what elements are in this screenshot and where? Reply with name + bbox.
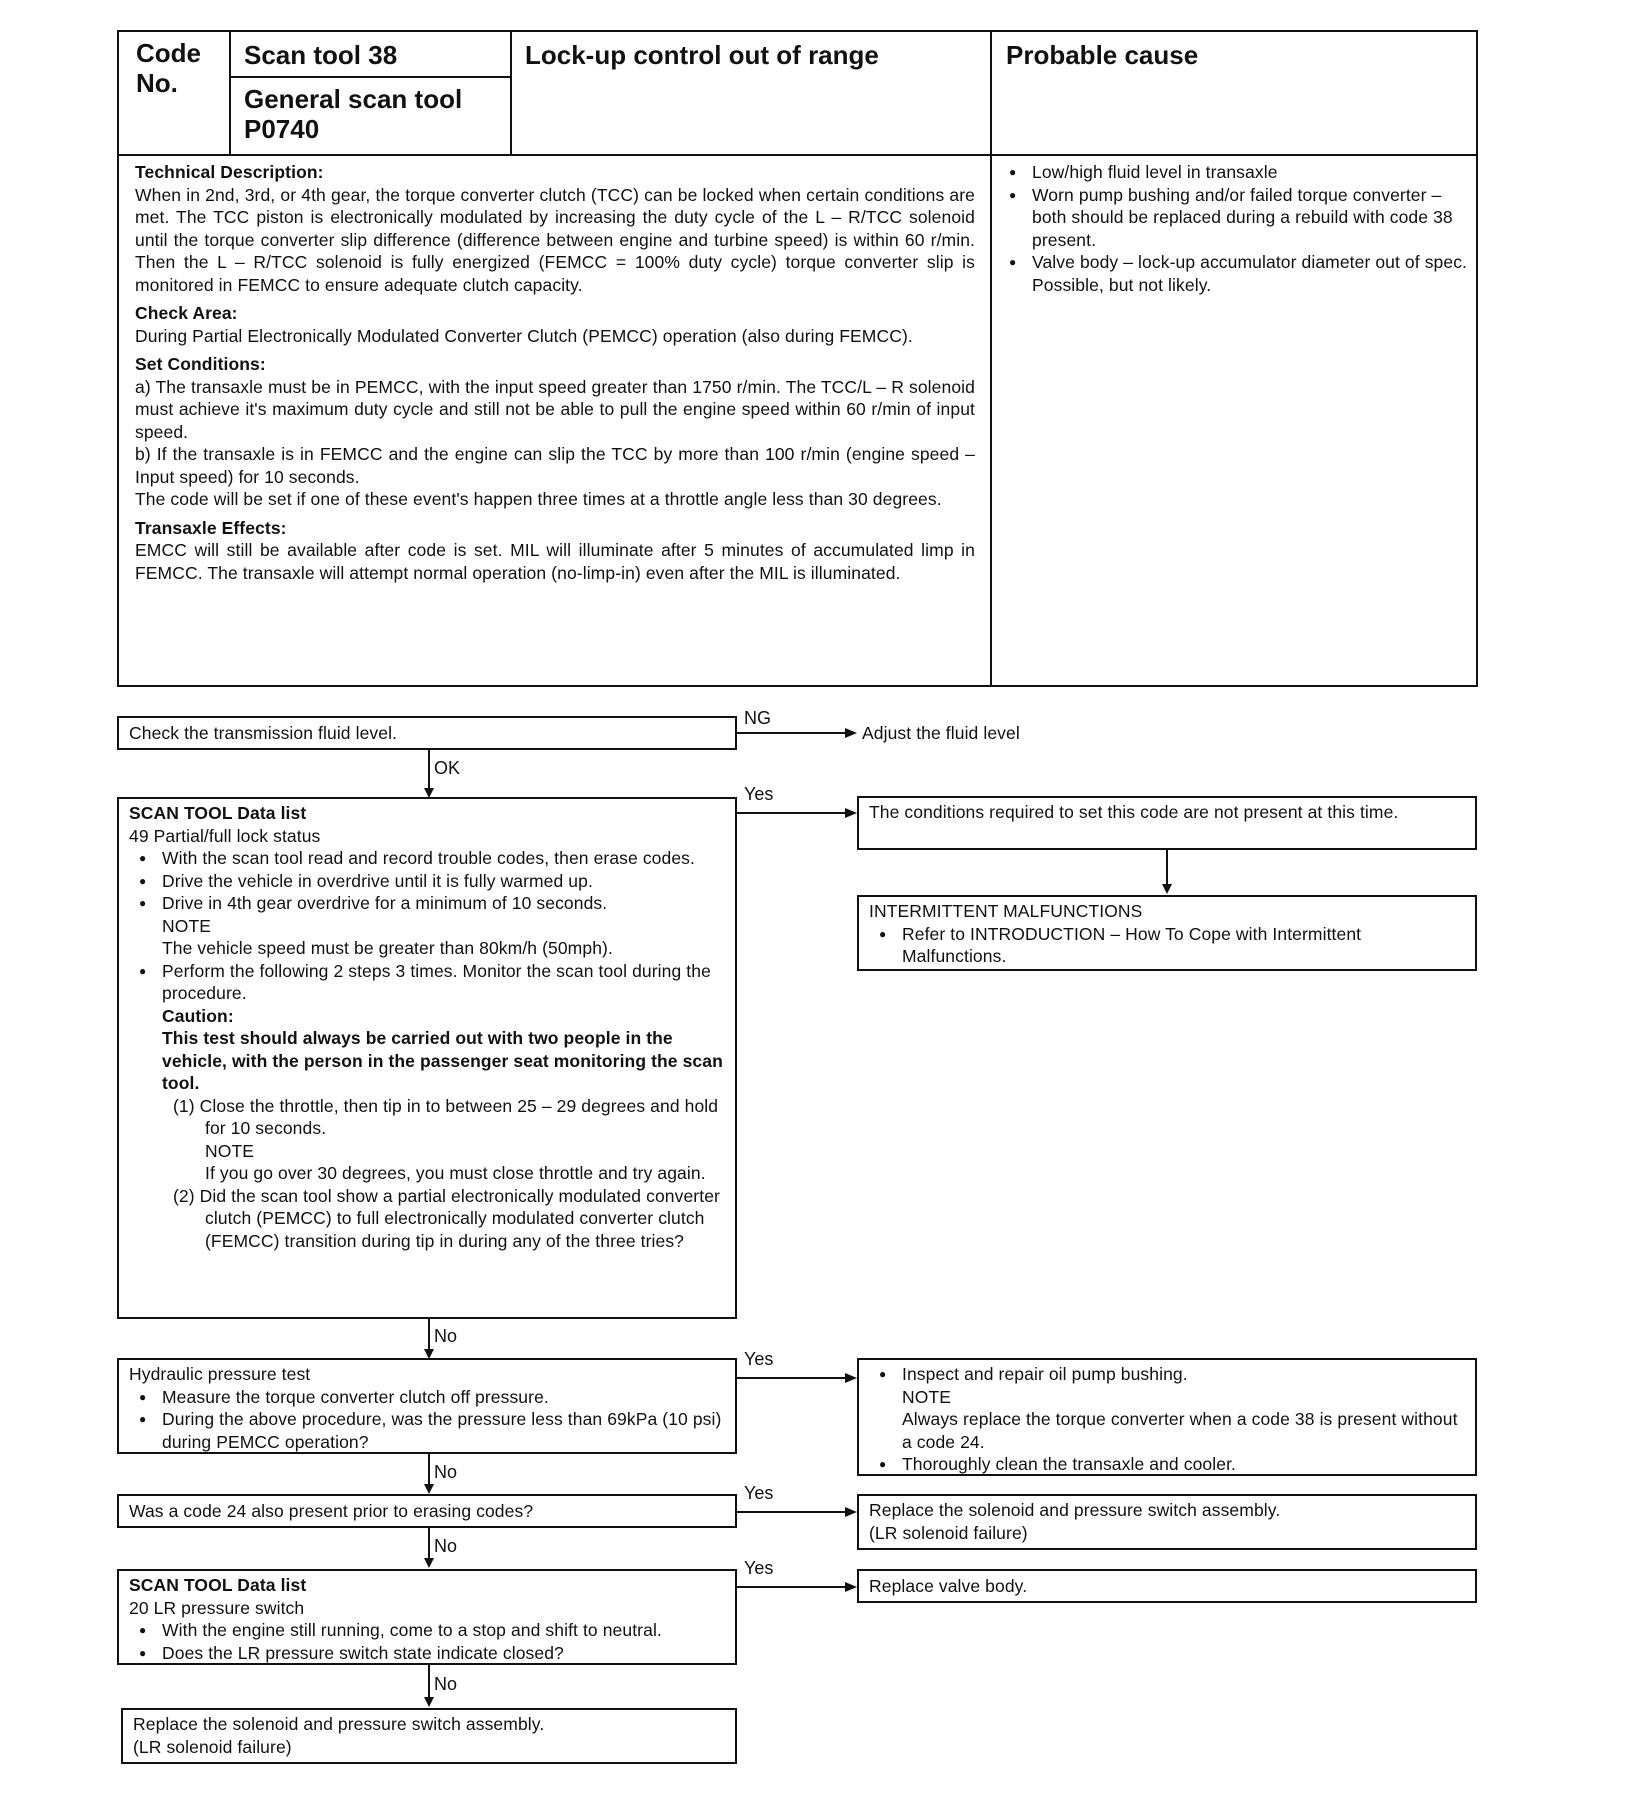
step5-item: 20 LR pressure switch [129, 1597, 305, 1618]
general-scan-tool-label: General scan tool P0740 [244, 84, 463, 144]
yes-label: Yes [744, 1483, 774, 1503]
final-replace-solenoid-box [121, 1708, 737, 1764]
ok-label: OK [434, 758, 461, 778]
probable-cause-heading: Probable cause [1006, 40, 1199, 70]
step2-bullet: ● With the scan tool read and record trouble codes, then erase codes. [129, 847, 725, 870]
transaxle-effects-text: EMCC will still be available after code is set. MIL will illuminate after 5 minutes of accumulated limp in FEMCC. The transaxle will attempt normal operation (no-limp-in) even after the MIL is illuminated. [135, 540, 975, 583]
page-title: Lock-up control out of range [525, 40, 879, 70]
caution-label: Caution: [162, 1005, 234, 1026]
hydraulic-pressure-test-box [117, 1358, 737, 1454]
yes-label: Yes [744, 1558, 774, 1578]
step2-bullet [129, 892, 725, 960]
yes-label: Yes [744, 1349, 774, 1369]
yes-label: Yes [744, 784, 774, 804]
step2-substep-2: (2) Did the scan tool show a partial electronically modulated converter clutch (PEMCC) to full electronically modulated converter clutch (FEMCC) transition during tip in during any of the three tries? [173, 1185, 720, 1251]
cause-item: ● Low/high fluid level in transaxle [999, 161, 1469, 184]
probable-causes-list [999, 161, 1469, 296]
intermittent-malfunctions-box [857, 895, 1477, 971]
technical-heading: Technical Description: [135, 162, 324, 182]
adjust-fluid-level-text: Adjust the fluid level [862, 723, 1020, 743]
step5-bullet: ● With the engine still running, come to a stop and shift to neutral. [129, 1619, 725, 1642]
code-24-check-box [117, 1494, 737, 1528]
scan-tool-label: Scan tool 38 [244, 40, 398, 70]
step2-list [129, 847, 725, 1095]
check-fluid-level-box [117, 716, 737, 750]
step2-note-text: The vehicle speed must be greater than 80km/h (50mph). [162, 938, 613, 958]
conditions-not-present-text: The conditions required to set this code are not present at this time. [869, 802, 1399, 822]
scan-tool-data-list-20-box [117, 1569, 737, 1665]
cause-item: ● Worn pump bushing and/or failed torque converter – both should be replaced during a rebuild with code 38 present. [999, 184, 1469, 252]
step2-note-label: NOTE [162, 915, 212, 936]
code-24-check-text: Was a code 24 also present prior to erasing codes? [129, 1501, 534, 1521]
step5-title: SCAN TOOL Data list [129, 1575, 307, 1595]
code-no-label: Code No. [136, 38, 201, 98]
no-label: No [434, 1536, 458, 1556]
repair-bullet: ● Thoroughly clean the transaxle and cooler. [869, 1453, 1465, 1476]
cause-item: ● Valve body – lock-up accumulator diameter out of spec. Possible, but not likely. [999, 251, 1469, 296]
step2-substep-1-note-text: If you go over 30 degrees, you must close throttle and try again. [205, 1163, 706, 1183]
step3-bullet: ● During the above procedure, was the pressure less than 69kPa (10 psi) during PEMCC operation? [129, 1408, 725, 1453]
repair-bullet-text: ● Inspect and repair oil pump bushing. [902, 1364, 1188, 1384]
replace-valve-body-box [857, 1569, 1477, 1603]
no-label: No [434, 1326, 458, 1346]
no-label: No [434, 1462, 458, 1482]
step5-bullet: ● Does the LR pressure switch state indicate closed? [129, 1642, 725, 1665]
no-label: No [434, 1674, 458, 1694]
replace-valve-body-text: Replace valve body. [869, 1576, 1028, 1596]
conditions-not-present-box [857, 796, 1477, 850]
technical-description [135, 161, 975, 584]
technical-text: When in 2nd, 3rd, or 4th gear, the torque converter clutch (TCC) can be locked when certain conditions are met. The TCC piston is electronically modulated by increasing the duty cycle of the L – R/TCC solenoid until the torque converter slip difference (difference between engine and turbine speed) is within 60 r/min. Then the L – R/TCC solenoid is fully energized (FEMCC = 100% duty cycle) torque converter slip is monitored in FEMCC to ensure adequate clutch capacity. [135, 184, 975, 295]
set-condition-a: a) The transaxle must be in PEMCC, with the input speed greater than 1750 r/min. The TCC/L – R solenoid must achieve it's maximum duty cycle and still not be able to pull the engine speed within 60 r/min of input speed. [135, 376, 975, 442]
transaxle-effects-heading: Transaxle Effects: [135, 517, 287, 538]
check-area-heading: Check Area: [135, 303, 238, 323]
step3-title: Hydraulic pressure test [129, 1364, 311, 1384]
repair-bullet [869, 1363, 1465, 1453]
caution-text: This test should always be carried out with two people in the vehicle, with the person in the passenger seat monitoring the scan tool. [162, 1028, 723, 1093]
step2-bullet: ● Drive the vehicle in overdrive until it is fully warmed up. [129, 870, 725, 893]
step2-bullet-text: ● Drive in 4th gear overdrive for a minimum of 10 seconds. [162, 893, 608, 913]
check-area-text: During Partial Electronically Modulated Converter Clutch (PEMCC) operation (also during FEMCC). [135, 325, 913, 346]
step2-substep-1-note-label: NOTE [205, 1140, 255, 1161]
check-fluid-level-text: Check the transmission fluid level. [129, 723, 398, 743]
ng-label: NG [744, 708, 771, 728]
set-condition-b: b) If the transaxle is in FEMCC and the engine can slip the TCC by more than 100 r/min (engine speed – Input speed) for 10 seconds. [135, 444, 975, 487]
replace-solenoid-box [857, 1494, 1477, 1550]
step2-title: SCAN TOOL Data list [129, 803, 307, 823]
final-replace-text: Replace the solenoid and pressure switch assembly. [133, 1714, 545, 1734]
final-replace-sub: (LR solenoid failure) [133, 1736, 292, 1757]
repair-pump-bushing-box [857, 1358, 1477, 1476]
replace-solenoid-text: Replace the solenoid and pressure switch assembly. [869, 1500, 1281, 1520]
step3-bullet: ● Measure the torque converter clutch off pressure. [129, 1386, 725, 1409]
step2-bullet [129, 960, 725, 1095]
replace-solenoid-sub: (LR solenoid failure) [869, 1522, 1028, 1543]
scan-tool-data-list-49-box [117, 797, 737, 1319]
intermittent-title: INTERMITTENT MALFUNCTIONS [869, 901, 1143, 921]
set-condition-c: The code will be set if one of these event's happen three times at a throttle angle less than 30 degrees. [135, 489, 942, 509]
header-table [117, 30, 1478, 687]
step2-bullet-text: ● Perform the following 2 steps 3 times. Monitor the scan tool during the procedure. [162, 960, 711, 1003]
intermittent-text: ● Refer to INTRODUCTION – How To Cope with Intermittent Malfunctions. [869, 923, 1465, 968]
set-conditions-heading: Set Conditions: [135, 354, 266, 374]
step2-item: 49 Partial/full lock status [129, 825, 321, 846]
repair-note-label: NOTE [902, 1386, 952, 1407]
step2-substep-1: (1) Close the throttle, then tip in to between 25 – 29 degrees and hold for 10 seconds. [173, 1095, 719, 1138]
repair-note-text: Always replace the torque converter when a code 38 is present without a code 24. [902, 1409, 1458, 1452]
